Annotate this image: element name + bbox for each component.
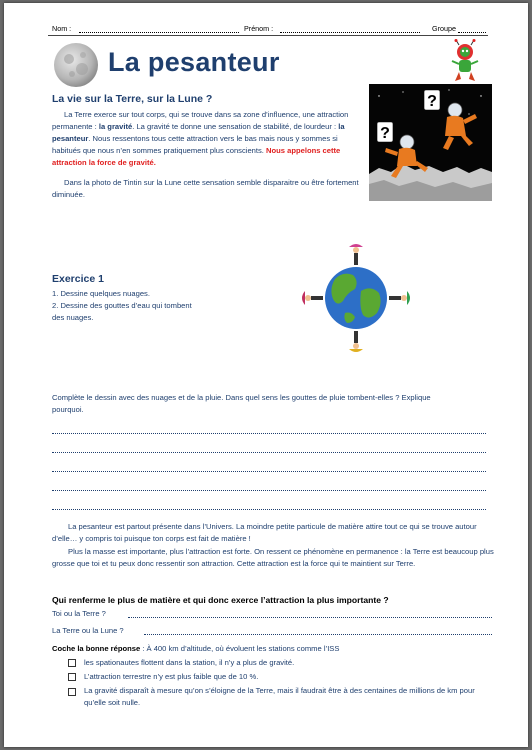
groupe-label: Groupe (432, 24, 456, 33)
choice-intro (52, 643, 492, 655)
section1-paragraph-2: Dans la photo de Tintin sur la Lune cette sensation semble disparaitre ou être fortement diminuée. (52, 178, 359, 200)
worksheet-page (4, 3, 528, 747)
prenom-field[interactable] (280, 32, 420, 33)
question-mark-1: ? (427, 93, 437, 110)
section1-paragraph (52, 109, 366, 169)
question-heading: Qui renferme le plus de matière et qui donc exerce l’attraction la plus importante ? (52, 595, 389, 605)
checkbox-1[interactable] (68, 659, 76, 667)
answer-line-5[interactable] (52, 509, 486, 510)
earth-illustration (299, 241, 414, 359)
p1-red-statement: Nous appelons cette attraction la force de gravité. (52, 146, 341, 168)
choice-option-2-label: L’attraction terrestre n’y est plus faible que de 10 %. (84, 672, 259, 681)
choice-option-3[interactable] (68, 685, 498, 709)
section-heading-life: La vie sur la Terre, sur la Lune ? (52, 93, 213, 105)
question-1-label: Toi ou la Terre ? (52, 609, 106, 618)
exercise-line-2: 2. Dessine des gouttes d’eau qui tombent (52, 301, 192, 310)
prenom-label: Prénom : (244, 24, 274, 33)
question-2-answer-line[interactable] (144, 634, 492, 635)
question-2-label: La Terre ou la Lune ? (52, 626, 124, 635)
answer-line-4[interactable] (52, 490, 486, 491)
universe-paragraph-2: Plus la masse est importante, plus l’attraction est forte. On ressent ce phénomène en permanence : la Terre est beaucoup plus grosse que toi et tu peux donc ressentir son attraction. Cette attraction est la force qui te maintient sur Terre. (52, 547, 494, 569)
exercise-line-3: des nuages. (52, 313, 94, 322)
complete-instruction (52, 392, 492, 416)
question-mark-2: ? (380, 125, 390, 142)
checkbox-3[interactable] (68, 688, 76, 696)
choice-option-2[interactable] (68, 671, 494, 683)
complete-instruction-line-2: pourquoi. (52, 405, 84, 415)
answer-line-1[interactable] (52, 433, 486, 434)
exercise-line-1: 1. Dessine quelques nuages. (52, 289, 150, 298)
groupe-field[interactable] (458, 32, 486, 33)
choice-option-3-label: La gravité disparaît à mesure qu’on s’éloigne de la Terre, mais il faudrait être à des centaines de millions de km pour qu’elle soit nulle. (84, 686, 475, 707)
choice-heading: Coche la bonne réponse (52, 644, 141, 653)
p1-pesanteur: la pesanteur (52, 122, 345, 144)
choice-option-1[interactable] (68, 657, 494, 669)
complete-instruction-line-1: Complète le dessin avec des nuages et de la pluie. Dans quel sens les gouttes de pluie tombent-elles ? Explique (52, 393, 431, 402)
choice-option-1-label: les spationautes flottent dans la station, il n’y a plus de gravité. (84, 658, 295, 667)
exercise-heading: Exercice 1 (52, 273, 104, 285)
header-divider (48, 35, 488, 36)
choice-intro-text: : À 400 km d’altitude, où évoluent les stations comme l’ISS (140, 644, 340, 653)
moon-icon (52, 41, 100, 89)
question-1-answer-line[interactable] (128, 617, 492, 618)
nom-label: Nom : (52, 24, 72, 33)
universe-paragraph-1: La pesanteur est partout présente dans l’Univers. La moindre petite particule de matière attire tout ce qui se trouve autour d’elle… y compris toi puisque ton corps est fait de matière ! (52, 522, 477, 544)
answer-line-3[interactable] (52, 471, 486, 472)
p1-part-e: . Nous ressentons tous cette attraction vers le bas mais nous y sommes si habitués que nous n’en sommes pratiquement plus conscients. (52, 134, 338, 156)
answer-line-2[interactable] (52, 452, 486, 453)
tintin-moon-illustration (369, 84, 492, 201)
nom-field[interactable] (79, 32, 239, 33)
p1-part-a: La Terre exerce sur tout corps, qui se trouve dans sa zone d’influence, une attraction permanente : (52, 110, 349, 132)
alien-mascot-icon (447, 39, 483, 83)
checkbox-2[interactable] (68, 673, 76, 681)
page-title: La pesanteur (108, 47, 280, 77)
p1-gravite: la gravité (98, 122, 133, 132)
p1-part-c: . La gravité te donne une sensation de stabilité, de lourdeur : (132, 122, 339, 132)
